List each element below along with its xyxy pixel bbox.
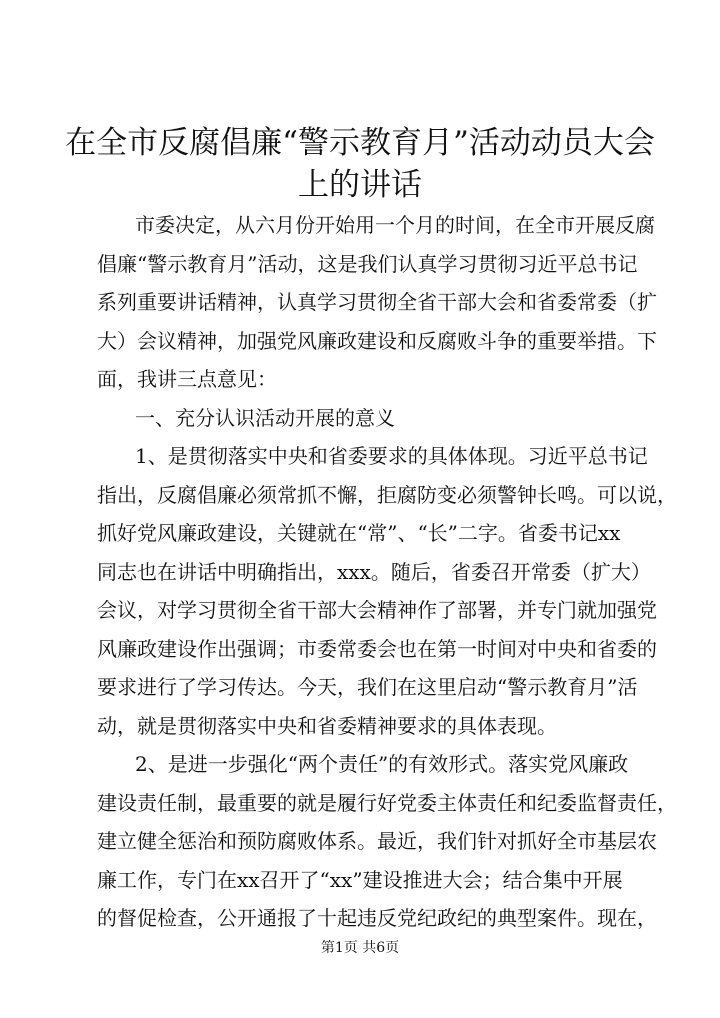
section-heading: 一、充分认识活动开展的意义 (135, 405, 395, 430)
body-line: 动，就是贯彻落实中央和省委精神要求的具体表现。 (97, 713, 557, 738)
body-line: 建设责任制，最重要的就是履行好党委主体责任和纪委监督责任， (97, 790, 677, 815)
body-line: 指出，反腐倡廉必须常抓不懈，拒腐防变必须警钟长鸣。可以说， (97, 482, 677, 507)
title-line-1: 在全市反腐倡廉“警示教育月”活动动员大会 (65, 125, 655, 161)
page-number: 第1页 共6页 (320, 940, 400, 956)
body-line: 风廉政建设作出强调；市委常委会也在第一时间对中央和省委的 (97, 636, 657, 661)
title-line-2: 上的讲话 (298, 167, 422, 203)
body-line: 市委决定，从六月份开始用一个月的时间，在全市开展反腐 (135, 213, 655, 237)
body-line: 面，我讲三点意见： (97, 367, 277, 391)
body-line: 要求进行了学习传达。今天，我们在这里启动“警示教育月”活 (97, 675, 638, 699)
body-line: 同志也在讲话中明确指出，xxx。随后，省委召开常委（扩大） (97, 559, 651, 584)
body-line: 倡廉“警示教育月”活动，这是我们认真学习贯彻习近平总书记 (97, 251, 638, 276)
body-line: 2、是进一步强化“两个责任”的有效形式。落实党风廉政 (135, 752, 629, 776)
body-line: 大）会议精神，加强党风廉政建设和反腐败斗争的重要举措。下 (97, 328, 657, 353)
body-line: 1、是贯彻落实中央和省委要求的具体体现。习近平总书记 (135, 444, 648, 468)
document-title (60, 122, 660, 206)
body-line: 建立健全惩治和预防腐败体系。最近，我们针对抓好全市基层农 (97, 829, 657, 853)
body-line: 的督促检查，公开通报了十起违反党纪政纪的典型案件。现在， (97, 906, 657, 930)
body-line: 抓好党风廉政建设，关键就在“常”、“长”二字。省委书记xx (97, 521, 621, 545)
body-line: 系列重要讲话精神，认真学习贯彻全省干部大会和省委常委（扩 (97, 290, 657, 314)
document-body (97, 206, 677, 938)
body-line: 会议，对学习贯彻全省干部大会精神作了部署，并专门就加强党 (97, 598, 657, 622)
body-line: 廉工作，专门在xx召开了“xx”建设推进大会；结合集中开展 (97, 867, 623, 892)
